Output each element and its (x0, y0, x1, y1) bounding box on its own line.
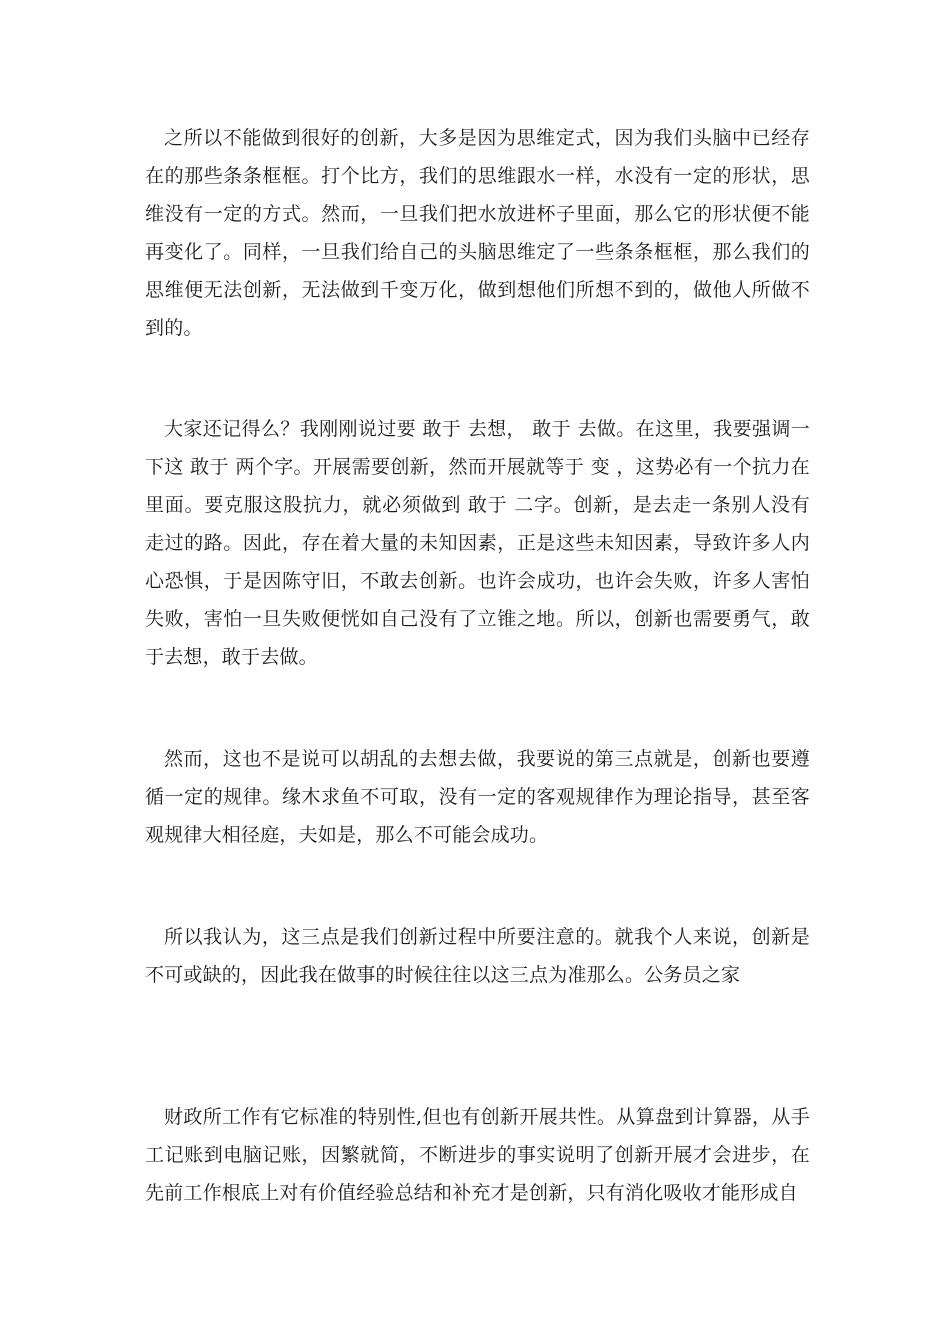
paragraph-5: 财政所工作有它标准的特别性,但也有创新开展共性。从算盘到计算器，从手工记账到电脑记账，因繁就简，不断进步的事实说明了创新开展才会进步，在先前工作根底上对有价值经验总结和补充才是创新，只有消化吸收才能形成自 (145, 1106, 810, 1204)
paragraph-2: 大家还记得么？我刚刚说过要 敢于 去想， 敢于 去做。在这里，我要强调一下这 敢于 两个字。开展需要创新，然而开展就等于 变 ，这势必有一个抗力在里面。要克服这股抗力，就必须做到 敢于 二字。创新，是去走一条别人没有走过的路。因此，存在着大量的未知因素，正是这些未知因素，导致许多人内心恐惧，于是因陈守旧，不敢去创新。也许会成功，也许会失败，许多人害怕失败，害怕一旦失败便恍如自己没有了立锥之地。所以，创新也需要勇气，敢于去想，敢于去做。 (145, 418, 810, 668)
paragraph-1: 之所以不能做到很好的创新，大多是因为思维定式，因为我们头脑中已经存在的那些条条框框。打个比方，我们的思维跟水一样，水没有一定的形状，思维没有一定的方式。然而，一旦我们把水放进杯子里面，那么它的形状便不能再变化了。同样，一旦我们给自己的头脑思维定了一些条条框框，那么我们的思维便无法创新，无法做到千变万化，做到想他们所想不到的，做他人所做不到的。 (145, 127, 810, 339)
paragraph-4: 所以我认为，这三点是我们创新过程中所要注意的。就我个人来说，创新是不可或缺的，因此我在做事的时候往往以这三点为准那么。公务员之家 (145, 926, 810, 986)
paragraph-3: 然而，这也不是说可以胡乱的去想去做，我要说的第三点就是，创新也要遵循一定的规律。缘木求鱼不可取，没有一定的客观规律作为理论指导，甚至客观规律大相径庭，夫如是，那么不可能会成功。 (145, 748, 810, 846)
